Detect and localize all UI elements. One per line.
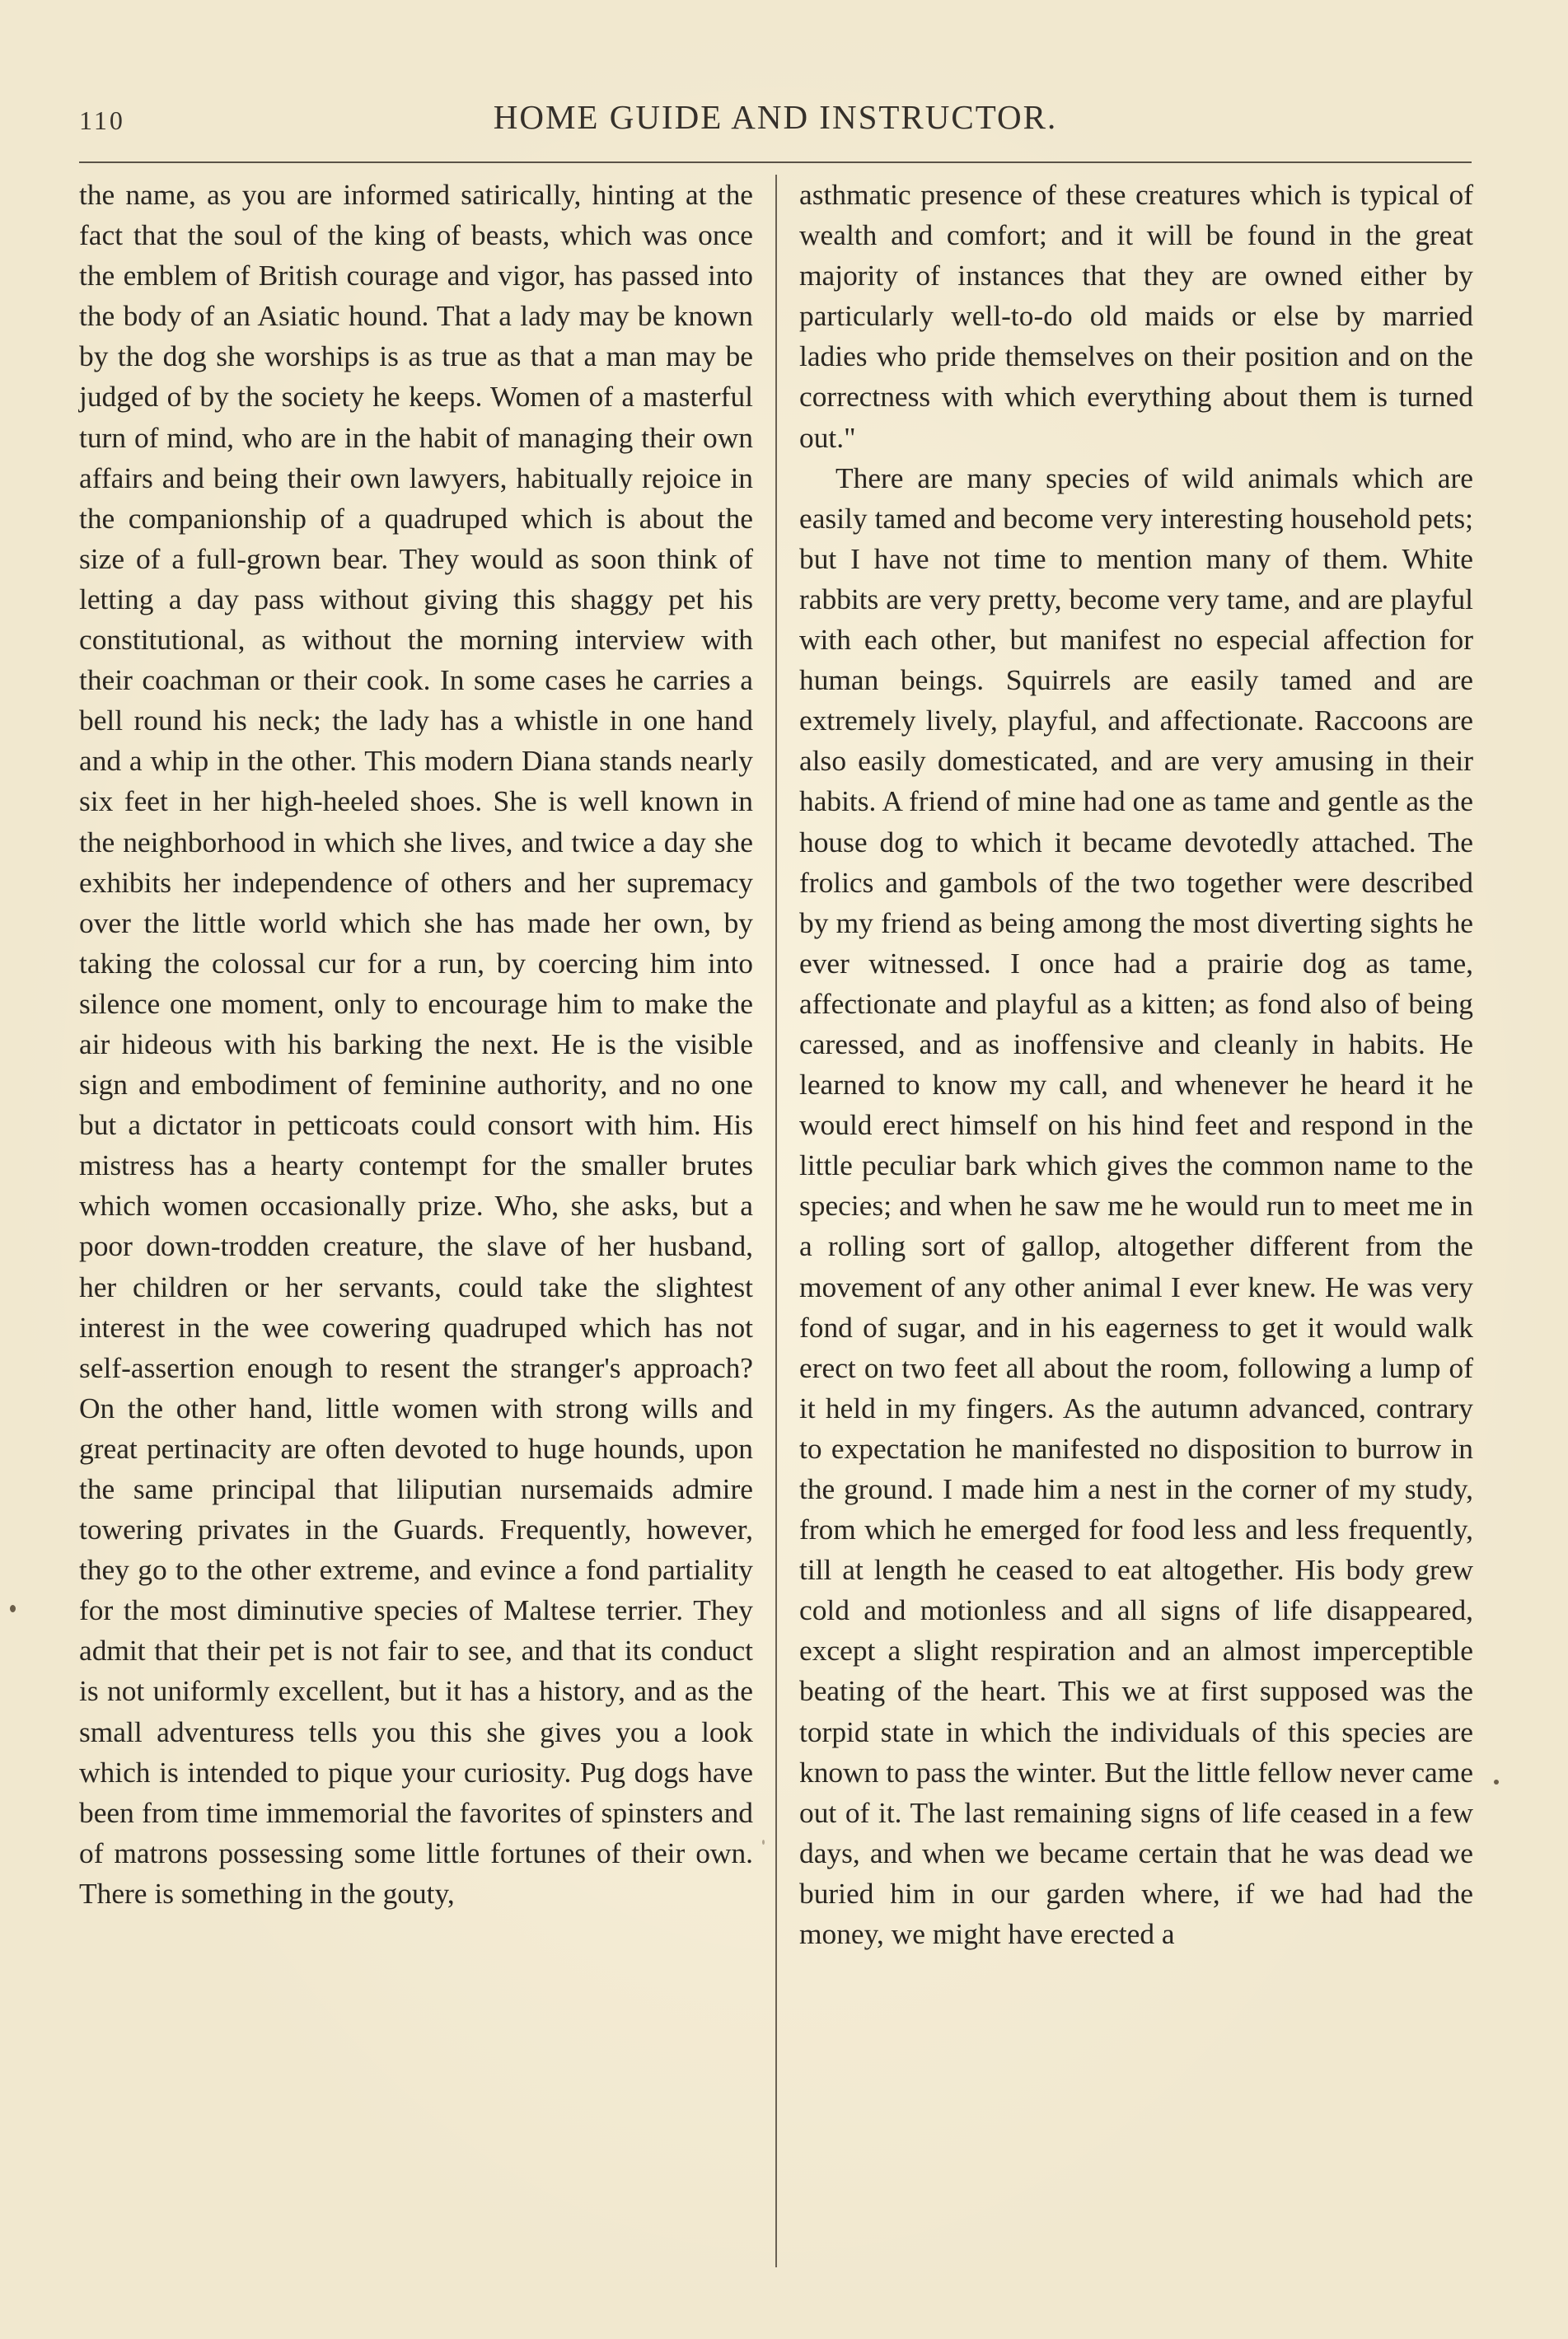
right-column-paragraph-2: There are many species of wild animals which are easily tamed and become very interesting household pets; but I have not time to mention many of them. White rabbits are very pretty, become very tame, and are playful with each other, but manifest no especial affection for human beings. Squirrels are easily tamed and are extremely lively, playful, and affectionate. Raccoons are also easily domesticated, and are very amusing in their habits. A friend of mine had one as tame and gentle as the house dog to which it became devotedly attached. The frolics and gambols of the two together were described by my friend as being among the most diverting sights he ever witnessed. I once had a prairie dog as tame, affectionate and playful as a kitten; as fond also of being caressed, and as inoffensive and cleanly in habits. He learned to know my call, and whenever he heard it he would erect himself on his hind feet and respond in the little peculiar bark which gives the common name to the species; and when he saw me he would run to meet me in a rolling sort of gallop, altogether different from the movement of any other animal I ever knew. He was very fond of sugar, and in his eagerness to get it would walk erect on two feet all about the room, following a lump of it held in my fingers. As the autumn advanced, contrary to expectation he manifested no disposition to burrow in the ground. I made him a nest in the corner of my study, from which he emerged for food less and less frequently, till at length he ceased to eat altogether. His body grew cold and motionless and all signs of life disappeared, except a slight respiration and an almost imperceptible beating of the heart. This we at first supposed was the torpid state in which the individuals of this species are known to pass the winter. But the little fellow never came out of it. The last remaining signs of life ceased in a few days, and when we became certain that he was dead we buried him in our garden where, if we had had the money, we might have erected a — [799, 461, 1473, 1951]
paper-speck — [762, 1840, 765, 1845]
left-column-paragraph: the name, as you are informed satirically, hinting at the fact that the soul of the king of beasts, which was once the emblem of British courage and vigor, has passed into the body of an Asiatic hound. That a lady may be known by the dog she worships is as true as that a man may be judged of by the society he keeps. Women of a masterful turn of mind, who are in the habit of managing their own affairs and being their own lawyers, habitually rejoice in the companionship of a quadruped which is about the size of a full-grown bear. They would as soon think of letting a day pass without giving this shaggy pet his constitutional, as without the morning interview with their coachman or their cook. In some cases he carries a bell round his neck; the lady has a whistle in one hand and a whip in the other. This modern Diana stands nearly six feet in her high-heeled shoes. She is well known in the neighborhood in which she lives, and twice a day she exhibits her independence of others and her supremacy over the little world which she has made her own, by taking the colossal cur for a run, by coercing him into silence one moment, only to encourage him to make the air hideous with his barking the next. He is the visible sign and embodiment of feminine authority, and no one but a dictator in petticoats could consort with him. His mistress has a hearty contempt for the smaller brutes which women occasionally prize. Who, she asks, but a poor down-trodden creature, the slave of her husband, her children or her servants, could take the slightest interest in the wee cowering quadruped which has not self-assertion enough to resent the stranger's approach? On the other hand, little women with strong wills and great pertinacity are often devoted to huge hounds, upon the same principal that liliputian nursemaids admire towering privates in the Guards. Frequently, however, they go to the other extreme, and evince a fond partiality for the most diminutive species of Maltese terrier. They admit that their pet is not fair to see, and that its conduct is not uniformly excellent, but it has a history, and as the small adventuress tells you this she gives you a look which is intended to pique your curiosity. Pug dogs have been from time immemorial the favorites of spinsters and of matrons possessing some little fortunes of their own. There is something in the gouty, — [79, 178, 753, 1910]
running-title: HOME GUIDE AND INSTRUCTOR. — [493, 98, 1058, 136]
paper-speck — [1494, 1780, 1499, 1785]
right-column-paragraph-1: asthmatic presence of these creatures which is typical of wealth and comfort; and it will be found in the great majority of instances that they are owned either by particularly well-to-do old maids or else by married ladies who pride themselves on their position and on the correctness with which everything about them is turned out." — [799, 178, 1473, 454]
paper-speck — [10, 1605, 16, 1612]
left-column — [79, 175, 753, 1914]
page-header — [79, 97, 1472, 147]
right-column — [799, 175, 1473, 1954]
column-divider — [775, 175, 777, 2267]
page-number: 110 — [79, 105, 125, 135]
header-rule — [79, 161, 1472, 163]
